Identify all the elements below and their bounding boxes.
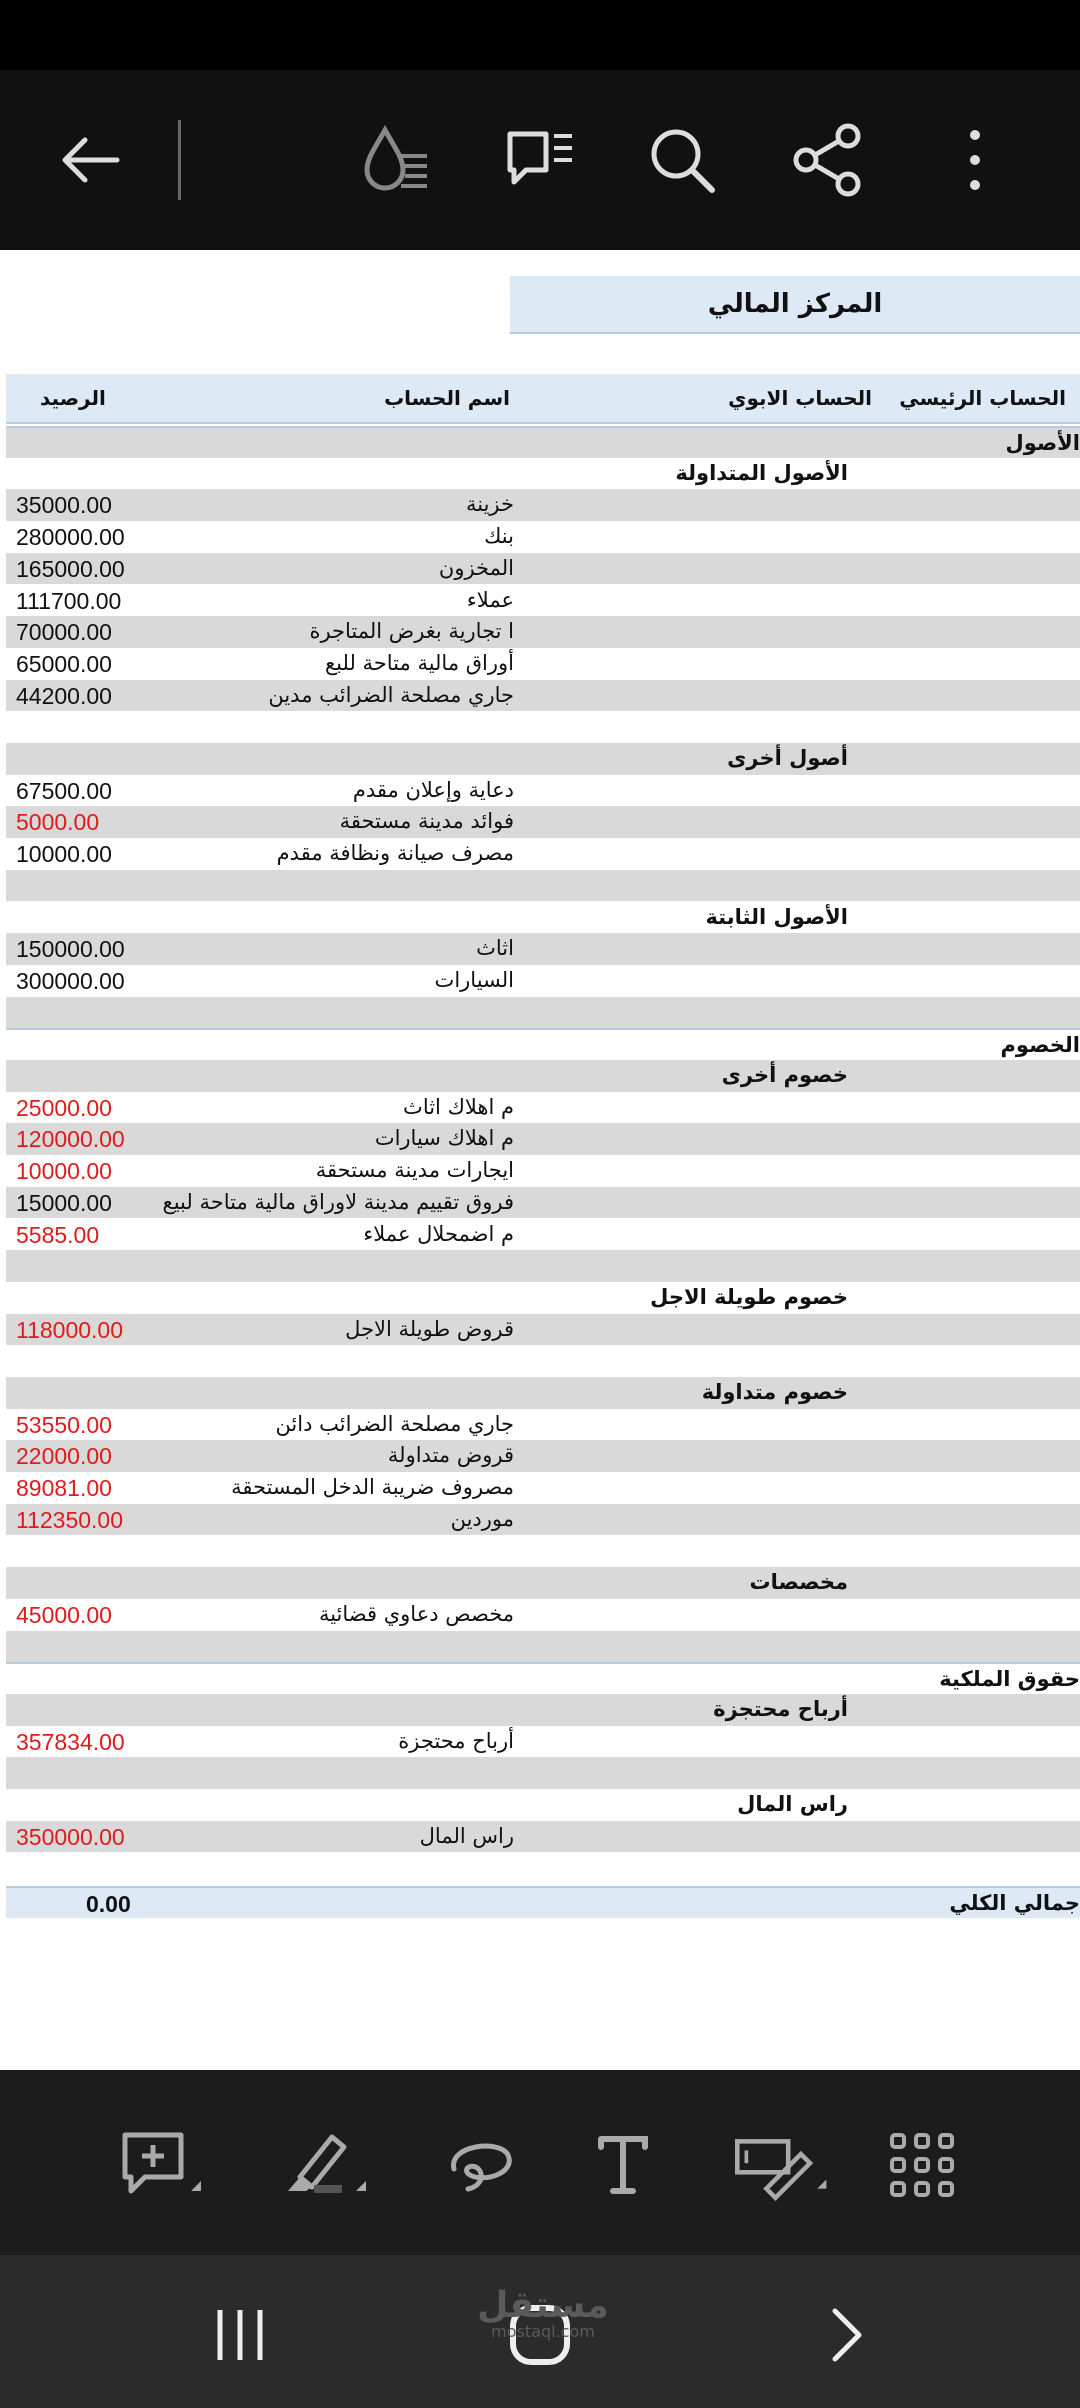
balance-cell: 45000.00 xyxy=(16,1601,112,1628)
table-row xyxy=(6,1440,1080,1472)
account-name-cell: م اهلاك سيارات xyxy=(374,1126,514,1151)
table-header xyxy=(6,374,1080,424)
balance-cell: 357834.00 xyxy=(16,1728,125,1755)
table-row xyxy=(6,902,1080,934)
table-row xyxy=(6,1567,1080,1599)
table-row xyxy=(6,743,1080,775)
table-row xyxy=(6,838,1080,870)
balance-cell: 22000.00 xyxy=(16,1443,112,1470)
balance-cell: 70000.00 xyxy=(16,619,112,646)
table-row xyxy=(6,1599,1080,1631)
balance-cell: 300000.00 xyxy=(16,967,125,994)
table-row xyxy=(6,1123,1080,1155)
system-nav-bar xyxy=(0,2255,1080,2408)
table-row xyxy=(6,1726,1080,1758)
table-row xyxy=(6,1092,1080,1124)
balance-cell: 118000.00 xyxy=(16,1316,124,1343)
watermark xyxy=(468,2285,618,2341)
account-name-cell: جاري مصلحة الضرائب مدين xyxy=(268,682,514,707)
account-name-cell: راس المال xyxy=(419,1823,514,1848)
table-row xyxy=(6,680,1080,712)
table-row xyxy=(6,1060,1080,1092)
account-name-cell: قروض طويلة الاجل xyxy=(345,1316,514,1341)
status-bar xyxy=(0,0,1080,70)
table-row xyxy=(6,1314,1080,1346)
account-name-cell: مخصص دعاوي قضائية xyxy=(318,1601,514,1626)
account-name-cell: خزينة xyxy=(465,492,514,517)
account-name-cell: مصروف ضريبة الدخل المستحقة xyxy=(231,1475,514,1500)
balance-cell: 15000.00 xyxy=(16,1189,112,1216)
total-label: جمالي الكلي xyxy=(949,1891,1080,1916)
balance-cell: 5000.00 xyxy=(16,809,100,836)
parent-account-cell: خصوم متداولة xyxy=(701,1380,848,1404)
balance-cell: 25000.00 xyxy=(16,1094,112,1121)
balance-cell: 10000.00 xyxy=(16,841,112,868)
text-tool-icon[interactable] xyxy=(573,2125,673,2205)
balance-cell: 112350.00 xyxy=(16,1506,124,1533)
table-row xyxy=(6,1282,1080,1314)
table-row xyxy=(6,1631,1080,1663)
highlighter-icon[interactable] xyxy=(270,2125,370,2205)
parent-account-cell: الأصول الثابتة xyxy=(705,904,848,929)
balance-cell: 67500.00 xyxy=(16,777,112,804)
recent-apps-icon[interactable] xyxy=(180,2285,300,2385)
total-row xyxy=(6,1886,1080,1918)
table-row xyxy=(6,616,1080,648)
comments-icon[interactable] xyxy=(490,110,590,210)
grid-menu-icon[interactable] xyxy=(872,2125,972,2205)
parent-account-cell: الأصول المتداولة xyxy=(675,460,848,485)
table-row xyxy=(6,933,1080,965)
account-name-cell: م اضمحلال عملاء xyxy=(363,1221,514,1246)
account-name-cell: فروق تقييم مدينة لاوراق مالية متاحة لبيع xyxy=(162,1189,514,1214)
balance-cell: 150000.00 xyxy=(16,936,125,963)
parent-account-cell: خصوم طويلة الاجل xyxy=(650,1284,848,1309)
header-main-account: الحساب الرئيسي xyxy=(899,386,1066,410)
table-row xyxy=(6,648,1080,680)
table-row xyxy=(6,426,1080,458)
table-row xyxy=(6,1504,1080,1536)
watermark-arabic: مستقل xyxy=(477,2285,609,2326)
balance-cell: 10000.00 xyxy=(16,1158,112,1185)
total-value: 0.00 xyxy=(86,1891,131,1918)
table-row xyxy=(6,965,1080,997)
table-row xyxy=(6,775,1080,807)
table-row xyxy=(6,1472,1080,1504)
account-name-cell: م اهلاك اثاث xyxy=(403,1094,514,1119)
table-row xyxy=(6,1694,1080,1726)
main-account-cell: الخصوم xyxy=(1000,1033,1080,1058)
account-name-cell: أرباح محتجزة xyxy=(398,1728,514,1753)
balance-cell: 89081.00 xyxy=(16,1475,112,1502)
table-row xyxy=(6,521,1080,553)
table-row xyxy=(6,489,1080,521)
table-row xyxy=(6,806,1080,838)
table-row xyxy=(6,1028,1080,1060)
header-balance: الرصيد xyxy=(40,386,106,410)
account-name-cell: دعاية وإعلان مقدم xyxy=(352,777,514,802)
table-row xyxy=(6,1821,1080,1853)
balance-cell: 165000.00 xyxy=(16,555,125,582)
balance-cell: 280000.00 xyxy=(16,524,125,551)
lasso-icon[interactable] xyxy=(430,2125,530,2205)
account-name-cell: أوراق مالية متاحة للبع xyxy=(325,650,514,675)
account-name-cell: ايجارات مدينة مستحقة xyxy=(315,1158,514,1183)
table-row xyxy=(6,1536,1080,1568)
table-row xyxy=(6,1345,1080,1377)
main-account-cell: حقوق الملكية xyxy=(939,1667,1080,1692)
share-icon[interactable] xyxy=(778,110,878,210)
table-row xyxy=(6,1250,1080,1282)
report-title: المركز المالي xyxy=(510,276,1080,334)
table-row xyxy=(6,458,1080,490)
parent-account-cell: أرباح محتجزة xyxy=(713,1697,848,1721)
table-row xyxy=(6,1155,1080,1187)
table-row xyxy=(6,711,1080,743)
bottom-toolbar xyxy=(0,2070,1080,2255)
table-row xyxy=(6,585,1080,617)
top-toolbar xyxy=(0,70,1080,250)
search-icon[interactable] xyxy=(632,110,732,210)
account-name-cell: جاري مصلحة الضرائب دائن xyxy=(275,1411,514,1436)
account-name-cell: المخزون xyxy=(438,555,514,580)
document-page[interactable] xyxy=(0,250,1080,2070)
table-row xyxy=(6,553,1080,585)
table-row xyxy=(6,1219,1080,1251)
account-name-cell: بنك xyxy=(484,524,514,549)
table-row xyxy=(6,1789,1080,1821)
parent-account-cell: مخصصات xyxy=(749,1570,848,1595)
balance-cell: 65000.00 xyxy=(16,650,112,677)
table-row xyxy=(6,1853,1080,1885)
add-comment-icon[interactable] xyxy=(105,2125,205,2205)
balance-cell: 111700.00 xyxy=(16,587,122,614)
table-row xyxy=(6,1662,1080,1694)
toolbar-separator xyxy=(178,120,181,200)
table-row xyxy=(6,997,1080,1029)
watermark-latin: mostaql.com xyxy=(491,2322,595,2341)
parent-account-cell: خصوم أخرى xyxy=(721,1063,848,1087)
account-name-cell: ا تجارية بغرض المتاجرة xyxy=(309,619,514,644)
table-row xyxy=(6,1377,1080,1409)
more-options-icon[interactable] xyxy=(925,110,1025,210)
account-name-cell: عملاء xyxy=(466,587,514,612)
parent-account-cell: أصول أخرى xyxy=(727,746,848,770)
balance-cell: 53550.00 xyxy=(16,1411,112,1438)
balance-cell: 35000.00 xyxy=(16,492,112,519)
balance-cell: 44200.00 xyxy=(16,682,112,709)
account-name-cell: اثاث xyxy=(476,936,514,961)
balance-cell: 120000.00 xyxy=(16,1126,125,1153)
table-row xyxy=(6,1187,1080,1219)
main-account-cell: الأصول xyxy=(1005,431,1080,455)
account-name-cell: السيارات xyxy=(434,967,514,992)
back-nav-icon[interactable] xyxy=(785,2285,905,2385)
table-row xyxy=(6,1409,1080,1441)
header-account-name: اسم الحساب xyxy=(384,386,510,410)
balance-cell: 350000.00 xyxy=(16,1823,125,1850)
table-row xyxy=(6,1757,1080,1789)
balance-cell: 5585.00 xyxy=(16,1221,100,1248)
back-arrow-icon[interactable] xyxy=(40,110,140,210)
parent-account-cell: راس المال xyxy=(737,1792,848,1817)
account-name-cell: موردين xyxy=(450,1506,514,1531)
account-name-cell: فوائد مدينة مستحقة xyxy=(339,809,514,834)
account-name-cell: مصرف صيانة ونظافة مقدم xyxy=(276,841,514,866)
signature-icon[interactable] xyxy=(730,2125,830,2205)
table-row xyxy=(6,870,1080,902)
header-parent-account: الحساب الابوي xyxy=(728,386,872,410)
text-reflow-icon[interactable] xyxy=(345,110,445,210)
account-name-cell: قروض متداولة xyxy=(387,1443,514,1468)
